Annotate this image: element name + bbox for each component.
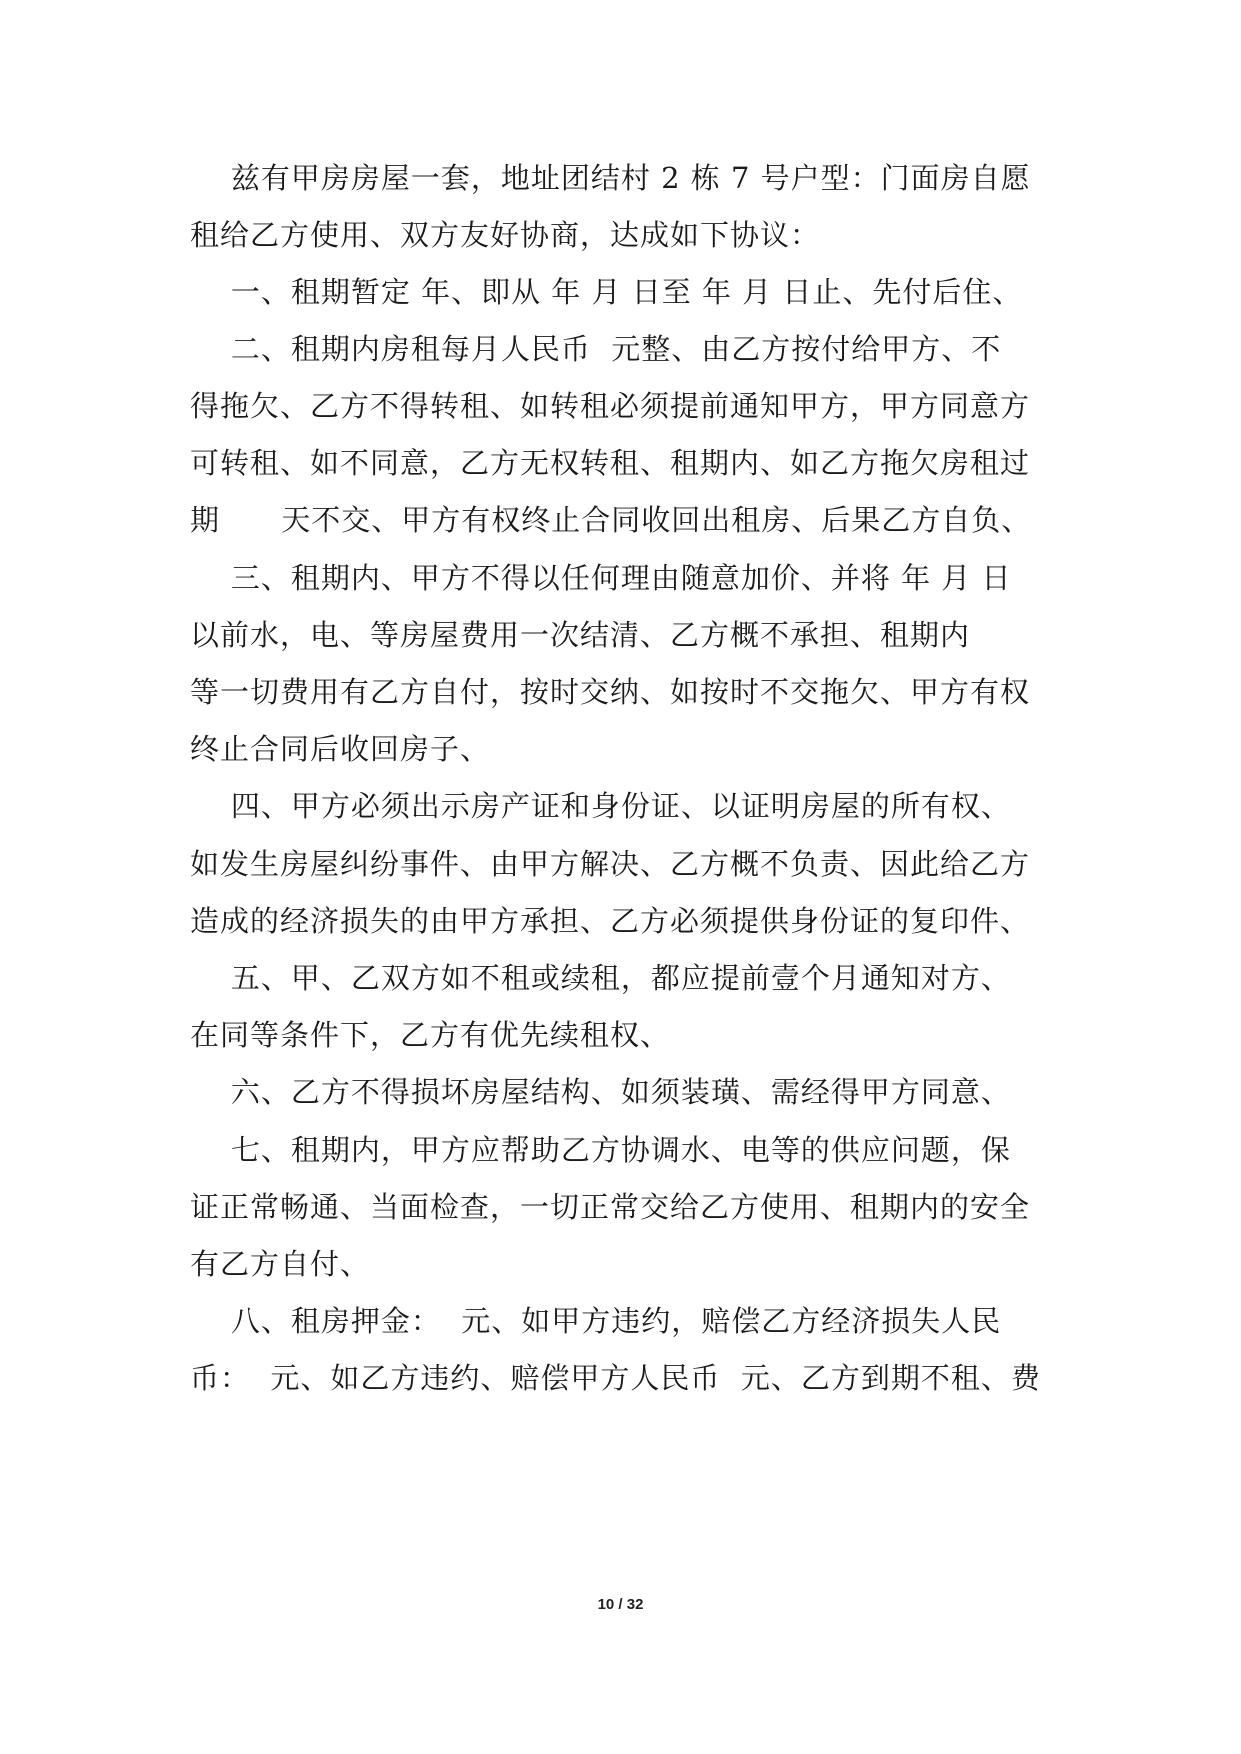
text-line: 兹有甲房房屋一套，地址团结村 2 栋 7 号户型：门面房自愿 (190, 161, 1031, 195)
text-line: 证正常畅通、当面检查，一切正常交给乙方使用、租期内的安全 (190, 1190, 1031, 1224)
text-line: 租给乙方使用、双方友好协商，达成如下协议： (190, 218, 821, 252)
text-line: 币： 元、如乙方违约、赔偿甲方人民币 元、乙方到期不租、费 (190, 1361, 1041, 1395)
text-line: 终止合同后收回房子、 (190, 732, 491, 766)
text-line: 三、租期内、甲方不得以任何理由随意加价、并将 年 月 日 (190, 561, 1012, 595)
text-line: 五、甲、乙双方如不租或续租，都应提前壹个月通知对方、 (190, 961, 1011, 995)
text-line: 六、乙方不得损坏房屋结构、如须装璜、需经得甲方同意、 (190, 1075, 1011, 1109)
text-line: 七、租期内，甲方应帮助乙方协调水、电等的供应问题，保 (190, 1133, 1011, 1167)
text-line: 二、租期内房租每月人民币 元整、由乙方按付给甲方、不 (190, 332, 1002, 366)
text-line: 以前水，电、等房屋费用一次结清、乙方概不承担、租期内 (190, 618, 971, 652)
text-line: 一、租期暂定 年、即从 年 月 日至 年 月 日止、先付后住、 (190, 275, 1023, 309)
text-line: 等一切费用有乙方自付，按时交纳、如按时不交拖欠、甲方有权 (190, 675, 1031, 709)
text-line: 如发生房屋纠纷事件、由甲方解决、乙方概不负责、因此给乙方 (190, 847, 1031, 881)
text-line: 期 天不交、甲方有权终止合同收回出租房、后果乙方自负、 (190, 503, 1032, 537)
page-number: 10 / 32 (597, 1596, 644, 1613)
text-line: 四、甲方必须出示房产证和身份证、以证明房屋的所有权、 (190, 789, 1011, 823)
text-line: 造成的经济损失的由甲方承担、乙方必须提供身份证的复印件、 (190, 904, 1031, 938)
text-line: 可转租、如不同意，乙方无权转租、租期内、如乙方拖欠房租过 (190, 446, 1031, 480)
text-line: 在同等条件下，乙方有优先续租权、 (190, 1018, 671, 1052)
text-line: 得拖欠、乙方不得转租、如转租必须提前通知甲方，甲方同意方 (190, 389, 1031, 423)
text-line: 八、租房押金： 元、如甲方违约，赔偿乙方经济损失人民 (190, 1304, 1002, 1338)
text-line: 有乙方自付、 (190, 1247, 371, 1281)
